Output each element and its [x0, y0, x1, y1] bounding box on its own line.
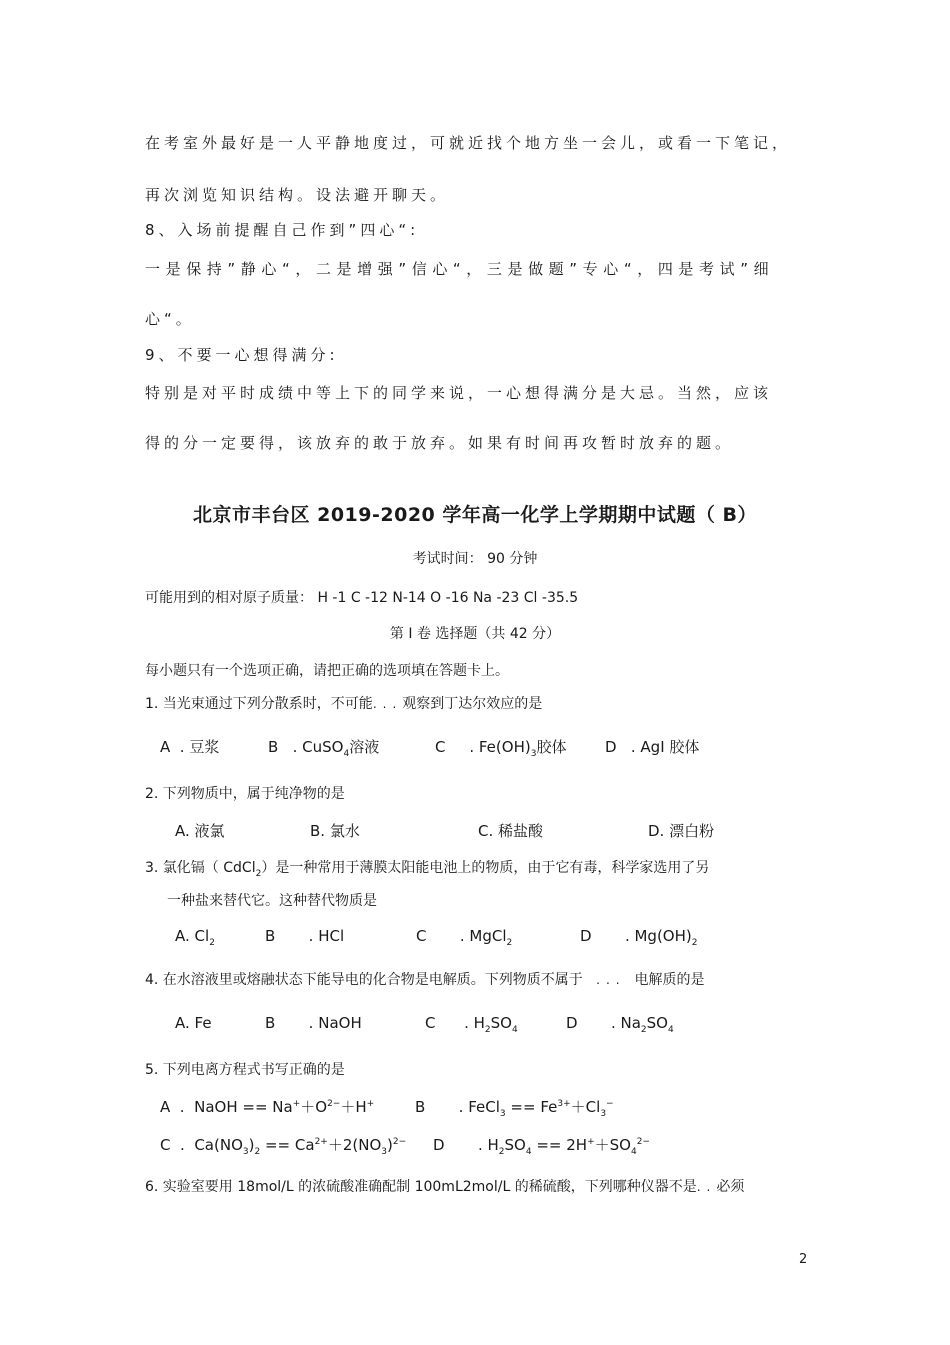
- q3-option-d: D . $Mg(OH)_2$: [580, 927, 698, 948]
- q3-option-a: A. $Cl_2$: [175, 927, 215, 948]
- q4-option-b: B . NaOH: [265, 1014, 362, 1032]
- q2-option-c: C. 稀盐酸: [478, 822, 544, 840]
- q5-option-d: D . $H_2SO_4 == 2H^++SO_4^{2-}$: [433, 1136, 650, 1157]
- q1-option-d: D . AgI 胶体: [605, 738, 700, 756]
- question-6-stem: 6. 实验室要用 18mol/L 的浓硫酸准确配制 100mL2mol/L 的稀硫酸，下列哪种仪器不是..必须: [145, 1179, 745, 1195]
- q4-option-a: A. Fe: [175, 1014, 212, 1032]
- instruction: 每小题只有一个选项正确，请把正确的选项填在答题卡上。: [145, 663, 509, 679]
- section-heading: 第 I 卷 选择题（共 42 分）: [389, 626, 561, 642]
- tip-text-line: 得的分一定要得，该放弃的敢于放弃。如果有时间再攻暂时放弃的题。: [145, 434, 735, 452]
- question-3-stem: 3. 氯化镉（ CdCl$_2$）是一种常用于薄膜太阳能电池上的物质，由于它有毒，科学家选用了另: [145, 860, 710, 879]
- q2-option-d: D. 漂白粉: [648, 822, 715, 840]
- exam-time: 考试时间： 90 分钟: [412, 551, 538, 567]
- q2-option-a: A. 液氯: [175, 822, 225, 840]
- q5-option-b: B . FeCl$_3$ == $Fe^{3+}+Cl_3^-$: [415, 1098, 614, 1119]
- atomic-masses: 可能用到的相对原子质量： H -1 C -12 N-14 O -16 Na -23 Cl -35.5: [145, 590, 579, 606]
- q2-option-b: B. 氯水: [310, 822, 360, 840]
- q1-option-b: B . CuSO$_4$溶液: [268, 738, 380, 759]
- question-1-stem: 1. 当光束通过下列分散系时，不可能...观察到丁达尔效应的是: [145, 696, 543, 712]
- tip-text-line: 在考室外最好是一人平静地度过，可就近找个地方坐一会儿，或看一下笔记，: [145, 134, 792, 152]
- page-number: 2: [799, 1252, 808, 1267]
- question-3-stem-line2: 一种盐来替代它。这种替代物质是: [167, 893, 377, 909]
- exam-title: 北京市丰台区 2019-2020 学年高一化学上学期期中试题（ B）: [193, 504, 757, 526]
- tip-text-line: 一是保持”静心“，二是增强”信心“，三是做题”专心“，四是考试”细: [145, 260, 775, 278]
- question-4-stem: 4. 在水溶液里或熔融状态下能导电的化合物是电解质。下列物质不属于 ... 电解质的是: [145, 972, 705, 988]
- tip-heading: 9、不要一心想得满分:: [145, 346, 339, 364]
- question-5-stem: 5. 下列电离方程式书写正确的是: [145, 1062, 345, 1078]
- tip-heading: 8、入场前提醒自己作到”四心“:: [145, 221, 420, 239]
- tip-text-line: 特别是对平时成绩中等上下的同学来说，一心想得满分是大忌。当然，应该: [145, 384, 773, 402]
- q1-option-c: C . $Fe(OH)_3$胶体: [435, 738, 567, 759]
- tip-text-line: 心“。: [145, 310, 195, 328]
- q4-option-c: C . $H_2SO_4$: [425, 1014, 518, 1035]
- q3-option-c: C . MgCl$_2$: [416, 927, 513, 948]
- question-2-stem: 2. 下列物质中，属于纯净物的是: [145, 786, 345, 802]
- q5-option-a: A . NaOH == $Na^++O^{2-}+H^+$: [160, 1098, 375, 1116]
- q3-option-b: B . HCl: [265, 927, 345, 945]
- q4-option-d: D . $Na_2SO_4$: [566, 1014, 674, 1035]
- q1-option-a: A . 豆浆: [160, 738, 220, 756]
- tip-text-line: 再次浏览知识结构。设法避开聊天。: [145, 186, 450, 204]
- q5-option-c: C . $Ca(NO_3)_2 == Ca^{2+}+2(NO_3)^{2-}$: [160, 1136, 407, 1157]
